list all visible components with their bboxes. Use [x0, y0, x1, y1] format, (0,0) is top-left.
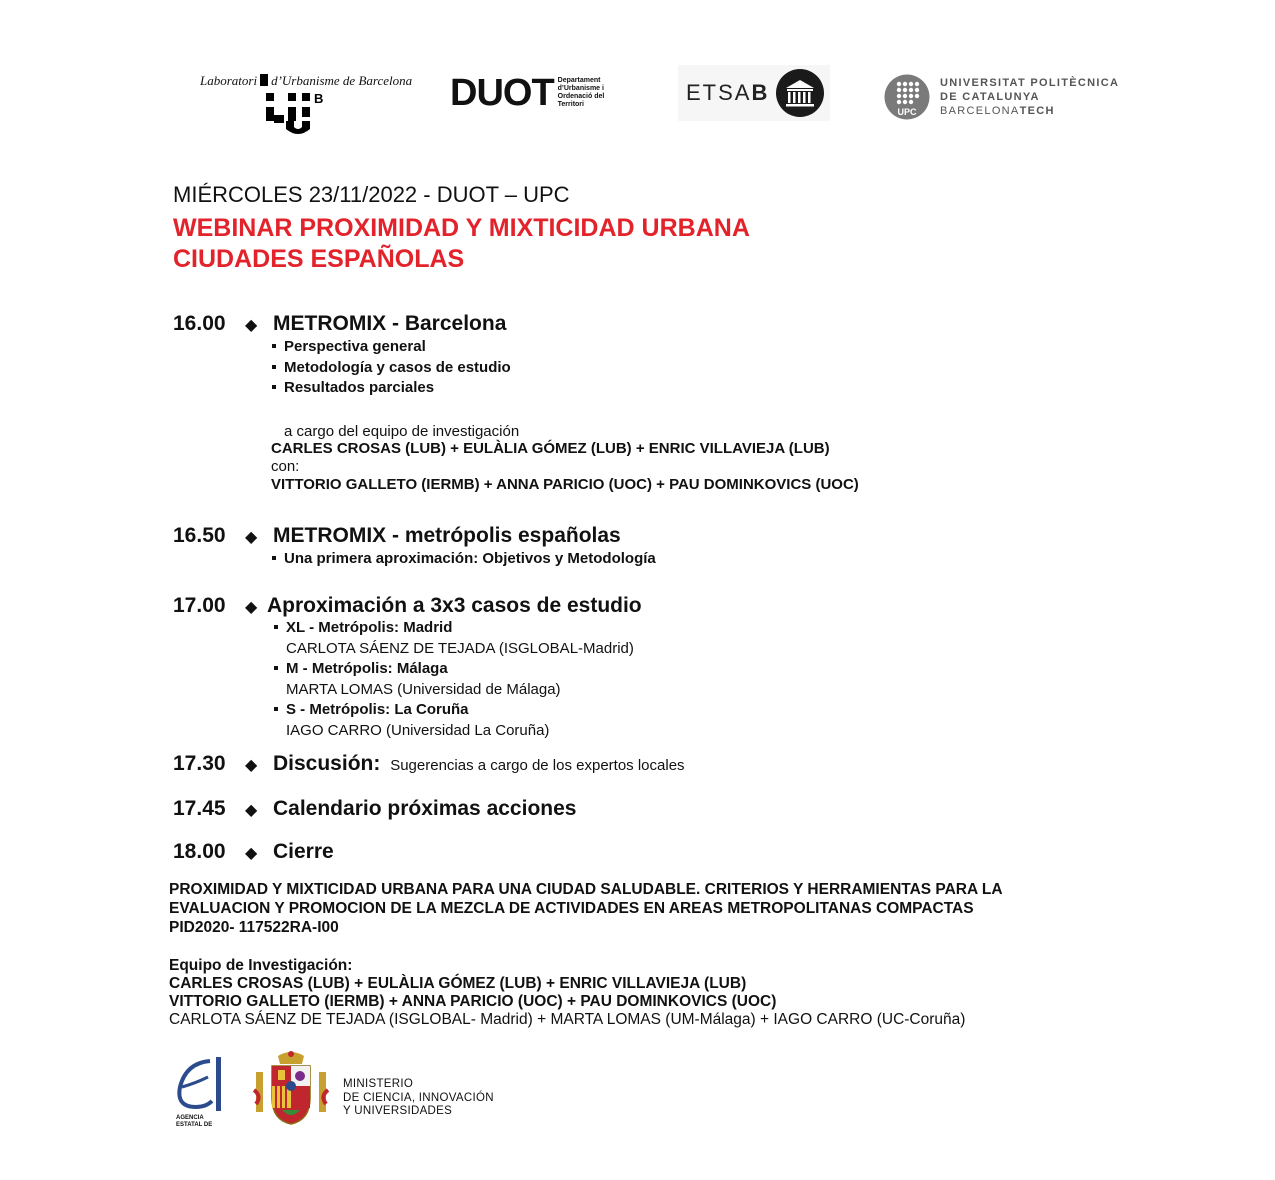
upc-line-2: DE CATALUNYA — [940, 91, 1040, 103]
list-item — [270, 659, 634, 680]
diamond-bullet-icon: ◆ — [245, 529, 258, 546]
project-line-1: PROXIMIDAD Y MIXTICIDAD URBANA PARA UNA CIUDAD SALUDABLE. CRITERIOS Y HERRAMIENTAS PARA LA — [169, 881, 1003, 898]
list-item — [268, 337, 511, 358]
team-line-1: CARLES CROSAS (LUB) + EULÀLIA GÓMEZ (LUB) + ENRIC VILLAVIEJA (LUB) — [169, 975, 747, 992]
event-title-line-1: WEBINAR PROXIMIDAD Y MIXTICIDAD URBANA — [173, 214, 750, 242]
duot-logo — [450, 74, 620, 112]
aei-line-2: ESTATAL DE — [176, 1122, 213, 1128]
agenda-note: Sugerencias a cargo de los expertos locales — [390, 757, 685, 774]
agenda-time: 16.50 — [173, 524, 226, 547]
upc-line-1: UNIVERSITAT POLITÈCNICA — [940, 77, 1120, 89]
lub-logo-mark — [266, 87, 336, 139]
event-title — [173, 213, 750, 275]
upc-name — [940, 76, 1119, 118]
square-bullet-icon — [274, 707, 278, 711]
list-item — [270, 618, 634, 639]
case-person: CARLOTA SÁENZ DE TEJADA (ISGLOBAL-Madrid) — [286, 639, 634, 657]
event-title-line-2: CIUDADES ESPAÑOLAS — [173, 245, 465, 273]
duot-sub-line: Territori — [557, 101, 584, 108]
etsab-word-b: B — [751, 80, 770, 105]
agenda-time: 16.00 — [173, 312, 226, 335]
project-line-2: EVALUACION Y PROMOCION DE LA MEZCLA DE ACTIVIDADES EN AREAS METROPOLITANAS COMPACTAS — [169, 900, 974, 917]
list-item-text: Perspectiva general — [284, 338, 426, 355]
diamond-bullet-icon: ◆ — [245, 599, 258, 616]
spain-coat-of-arms-icon — [252, 1050, 330, 1128]
agenda-title: Cierre — [273, 840, 334, 863]
team-line-3: CARLOTA SÁENZ DE TEJADA (ISGLOBAL- Madrid) + MARTA LOMAS (UM-Málaga) + IAGO CARRO (UC-Coruña) — [169, 1011, 966, 1028]
square-bullet-icon — [272, 385, 276, 389]
agenda-title: Discusión: — [273, 752, 381, 775]
case-person: MARTA LOMAS (Universidad de Málaga) — [286, 680, 561, 698]
agenda-title: Aproximación a 3x3 casos de estudio — [267, 594, 642, 617]
ministry-line-1: MINISTERIO — [343, 1078, 414, 1090]
agenda-item-1800 — [173, 840, 334, 864]
upc-line-3b: TECH — [1019, 105, 1055, 117]
duot-subtitle — [558, 77, 620, 109]
agenda-item-1600 — [173, 312, 506, 336]
svg-text:B: B — [314, 91, 324, 106]
by-label: a cargo del equipo de investigación — [284, 423, 520, 440]
lub-square-icon — [260, 74, 268, 86]
duot-sub-line: d’Urbanisme i — [557, 85, 604, 92]
upc-line-3a: BARCELONA — [940, 105, 1020, 117]
guests-line: VITTORIO GALLETO (IERMB) + ANNA PARICIO (UOC) + PAU DOMINKOVICS (UOC) — [271, 476, 859, 493]
list-item-text: Resultados parciales — [284, 379, 435, 396]
agenda-time: 17.00 — [173, 594, 226, 617]
research-team — [169, 957, 965, 1029]
agenda-1650-bullets — [268, 549, 656, 570]
ministry-name — [343, 1078, 494, 1119]
etsab-building-icon — [775, 68, 825, 118]
case-label: S - Metrópolis: La Coruña — [286, 701, 469, 718]
duot-sub-line: Ordenació del — [557, 93, 605, 100]
duot-sub-line: Departament — [557, 77, 601, 84]
agenda-item-1745 — [173, 797, 576, 821]
ministry-line-3: Y UNIVERSIDADES — [343, 1105, 453, 1117]
agenda-item-1700 — [173, 594, 642, 618]
agenda-time: 18.00 — [173, 840, 226, 863]
project-description — [169, 880, 1003, 937]
agenda-title: METROMIX - Barcelona — [273, 312, 507, 335]
diamond-bullet-icon: ◆ — [245, 757, 258, 774]
square-bullet-icon — [272, 365, 276, 369]
aei-line-1: AGENCIA — [176, 1115, 204, 1121]
etsab-logo — [678, 65, 830, 121]
upc-logo — [884, 74, 1119, 120]
team-label: Equipo de Investigación: — [169, 957, 353, 974]
event-date-line: MIÉRCOLES 23/11/2022 - DUOT – UPC — [173, 182, 570, 207]
agenda-item-1650 — [173, 524, 621, 548]
list-item — [268, 378, 511, 399]
list-item — [270, 700, 634, 721]
case-label: XL - Metrópolis: Madrid — [286, 619, 453, 636]
project-code: PID2020- 117522RA-I00 — [169, 919, 339, 936]
lub-text-a: Laboratori — [200, 73, 258, 88]
agenda-1600-bullets — [268, 337, 511, 399]
diamond-bullet-icon: ◆ — [245, 802, 258, 819]
upc-seal-label: UPC — [897, 107, 917, 117]
square-bullet-icon — [274, 625, 278, 629]
agenda-item-1730 — [173, 752, 685, 776]
list-item — [268, 358, 511, 379]
square-bullet-icon — [272, 556, 276, 560]
agenda-1700-cases — [270, 618, 634, 741]
duot-wordmark: DUOT — [450, 72, 554, 114]
agenda-title: METROMIX - metrópolis españolas — [273, 524, 621, 547]
etsab-wordmark — [686, 80, 769, 106]
list-item — [268, 549, 656, 570]
team-line-2: VITTORIO GALLETO (IERMB) + ANNA PARICIO (UOC) + PAU DOMINKOVICS (UOC) — [169, 993, 777, 1010]
diamond-bullet-icon: ◆ — [245, 845, 258, 862]
square-bullet-icon — [274, 666, 278, 670]
diamond-bullet-icon: ◆ — [245, 317, 258, 334]
agenda-time: 17.30 — [173, 752, 226, 775]
upc-line-3 — [940, 104, 1119, 118]
with-label: con: — [271, 458, 300, 475]
etsab-word-a: ETSA — [686, 80, 752, 105]
research-team-line: CARLES CROSAS (LUB) + EULÀLIA GÓMEZ (LUB) + ENRIC VILLAVIEJA (LUB) — [271, 440, 830, 457]
list-item-text: Metodología y casos de estudio — [284, 358, 511, 376]
aei-text — [176, 1115, 212, 1129]
ministry-line-2: DE CIENCIA, INNOVACIÓN — [343, 1091, 494, 1104]
agenda-title: Calendario próximas acciones — [273, 797, 577, 820]
agenda-time: 17.45 — [173, 797, 226, 820]
square-bullet-icon — [272, 344, 276, 348]
case-person: IAGO CARRO (Universidad La Coruña) — [286, 721, 550, 739]
list-item-text: Una primera aproximación: Objetivos y Metodología — [284, 550, 656, 567]
lub-text-b: d’Urbanisme de Barcelona — [271, 73, 413, 88]
upc-seal-icon — [884, 74, 930, 120]
case-label: M - Metrópolis: Málaga — [286, 660, 448, 677]
